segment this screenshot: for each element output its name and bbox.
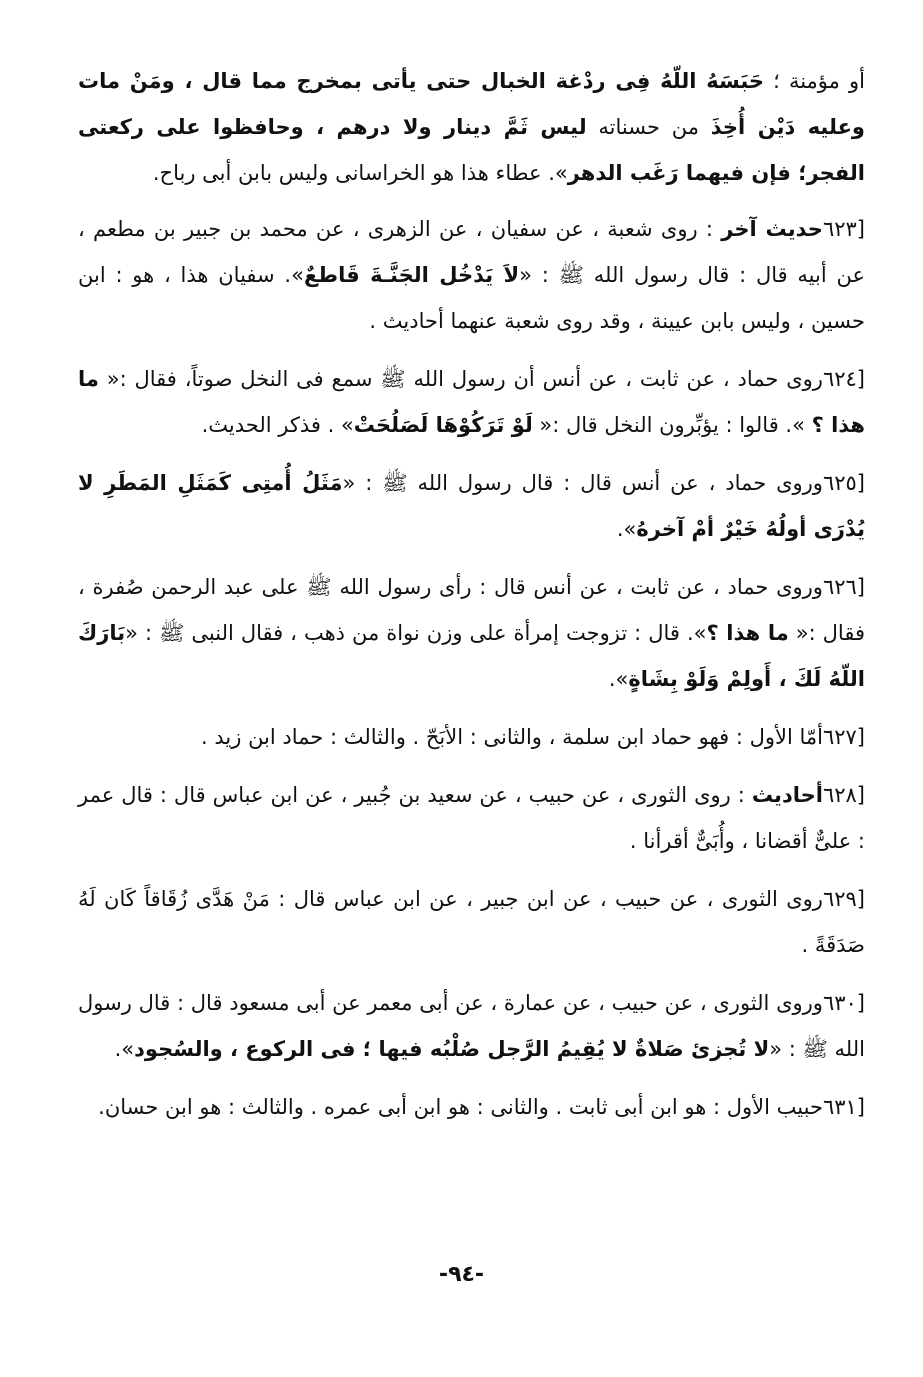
narration-text: روى حماد ، عن ثابت ، عن أنس أن رسول الله ﷺ سمع فى النخل صوتاً، فقال :«: [98, 367, 823, 391]
narration-text: ».: [608, 667, 629, 691]
paragraph: [78, 772, 865, 864]
narration-text: روى الثورى ، عن حبيب ، عن ابن جبير ، عن ابن عباس قال : مَنْ هَدَّى زُقَاقاً كَان لَهُ صَدَقَةً .: [78, 887, 865, 957]
paragraph: [78, 714, 865, 760]
narration-text: وروى حماد ، عن أنس قال : قال رسول الله ﷺ : «: [342, 471, 823, 495]
hadith-text: لَوْ تَرَكُوْهَا لَصَلُحَتْ: [353, 413, 533, 437]
paragraph-number: [٦٣١: [822, 1095, 865, 1119]
paragraph-number: [٦٢٨: [822, 783, 865, 807]
narration-text: ». سفيان هذا ، هو : ابن حسين ، وليس بابن عيينة ، وقد روى شعبة عنهما أحاديث .: [78, 263, 865, 333]
narration-text: ». قالوا : يؤبِّرون النخل قال :«: [532, 413, 812, 437]
paragraph-number: [٦٢٩: [822, 887, 865, 911]
paragraph: [78, 980, 865, 1072]
paragraph-number: [٦٢٥: [822, 471, 865, 495]
hadith-text: ليس ثَمَّ دينار ولا درهم ، وحافظوا على ركعتى الفجر؛ فإن فيهما رَغَب الدهر: [78, 115, 865, 185]
narration-text: حبيب الأول : هو ابن أبى ثابت . والثانى : هو ابن أبى عمره . والثالث : هو ابن حسان.: [98, 1095, 823, 1119]
hadith-text: مَثَلُ أُمتِى كَمَثَلِ المَطَرِ لا يُدْرَى أولُهُ خَيْرٌ أمْ آخرهُ: [78, 471, 865, 541]
narration-text: أو مؤمنة ؛: [764, 69, 866, 93]
narration-text: وروى حماد ، عن ثابت ، عن أنس قال : رأى رسول الله ﷺ على عبد الرحمن صُفرة ، فقال :«: [78, 575, 865, 645]
narration-text: أمّا الأول : فهو حماد ابن سلمة ، والثانى : الأبَحّ . والثالث : حماد ابن زيد .: [201, 725, 823, 749]
hadith-text: ما هذا ؟: [706, 621, 789, 645]
narration-text: من حسناته: [586, 115, 711, 139]
paragraph-number: [٦٢٧: [822, 725, 865, 749]
narration-text: » . فذكر الحديث.: [201, 413, 354, 437]
hadith-text: حَبَسَهُ اللّهُ فِى ردْغة الخبال حتى يأتى بمخرج مما قال ، ومَنْ مات وعليه دَيْن أُخِذَ: [78, 69, 865, 139]
paragraph: [78, 1084, 865, 1130]
narration-text: ». قال : تزوجت إمرأة على وزن نواة من ذهب ، فقال النبى ﷺ : «: [125, 621, 707, 645]
page-body: [78, 58, 865, 1317]
narration-text: ». عطاء هذا هو الخراسانى وليس بابن أبى رباح.: [152, 161, 568, 185]
paragraph-number: [٦٢٣: [822, 217, 865, 241]
narration-text: ».: [114, 1037, 135, 1061]
paragraph-number: [٦٣٠: [822, 991, 865, 1015]
paragraph-number: [٦٢٤: [822, 367, 865, 391]
narration-text: ».: [616, 517, 637, 541]
hadith-text: حديث آخر: [721, 217, 823, 241]
hadith-text: بَارَكَ اللّهُ لَكَ ، أَولِمْ وَلَوْ بِشَاةٍ: [78, 621, 865, 691]
paragraph: [78, 206, 865, 344]
narration-text: وروى الثورى ، عن حبيب ، عن عمارة ، عن أبى معمر عن أبى مسعود قال : قال رسول الله ﷺ : «: [78, 991, 865, 1061]
page-number: -٩٤-: [438, 1262, 485, 1287]
paragraph: [78, 876, 865, 968]
narration-text: : روى الثورى ، عن حبيب ، عن سعيد بن جُبير ، عن ابن عباس قال : قال عمر : علىٌّ أقضانا ، وأُبَىٌّ أقرأنا .: [78, 783, 865, 853]
paragraph: [78, 460, 865, 552]
paragraph-number: [٦٢٦: [822, 575, 865, 599]
paragraph: [78, 564, 865, 702]
hadith-text: لاَ يَدْخُل الجَنَّـةَ قَاطعٌ: [303, 263, 520, 287]
hadith-text: ما هذا ؟: [78, 367, 865, 437]
paragraph: [78, 58, 865, 196]
hadith-text: أحاديث: [751, 783, 823, 807]
paragraph: [78, 356, 865, 448]
narration-text: : روى شعبة ، عن سفيان ، عن الزهرى ، عن محمد بن جبير بن مطعم ، عن أبيه قال : قال رسول الله ﷺ : «: [78, 217, 865, 287]
hadith-text: لا تُجزئ صَلاةٌ لا يُقِيمُ الرَّجل صُلْبُه فيها ؛ فى الركوع ، والسُجود: [134, 1037, 770, 1061]
